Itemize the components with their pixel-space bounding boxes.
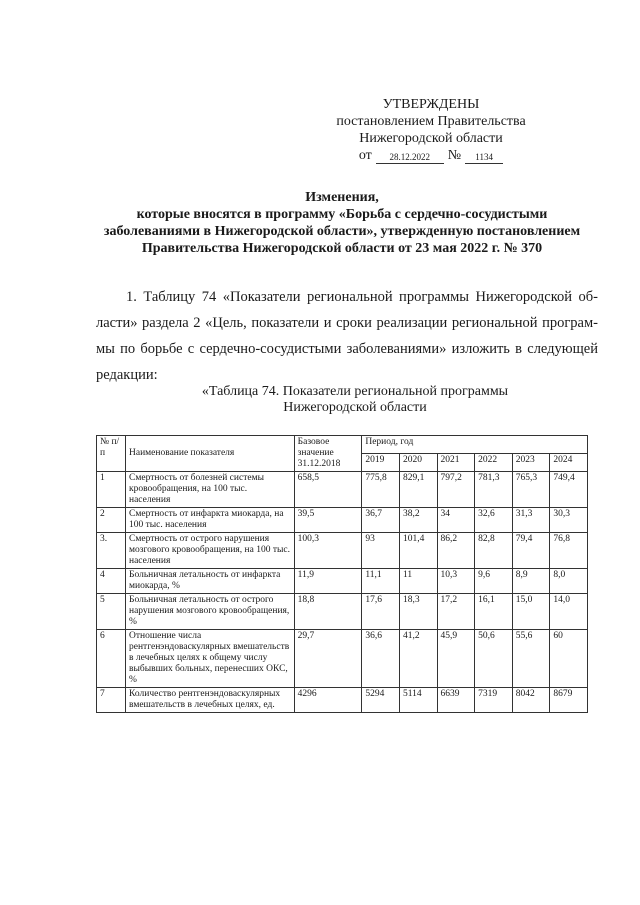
row-value: 829,1 xyxy=(399,472,437,508)
row-name: Смертность от инфаркта миокарда, на 100 тыс. населения xyxy=(126,508,295,533)
row-value: 8,0 xyxy=(550,569,588,594)
row-value: 5294 xyxy=(362,688,400,713)
header-base: Базовое значение 31.12.2018 xyxy=(294,436,362,472)
table-caption xyxy=(190,384,520,416)
table-row xyxy=(97,533,588,569)
row-name: Смертность от острого нарушения мозгового кровообращения, на 100 тыс. населения xyxy=(126,533,295,569)
row-value: 82,8 xyxy=(475,533,513,569)
row-value: 14,0 xyxy=(550,594,588,630)
header-year: 2022 xyxy=(475,454,513,472)
table-row xyxy=(97,688,588,713)
table-row xyxy=(97,569,588,594)
row-value: 50,6 xyxy=(475,630,513,688)
approval-block xyxy=(326,96,536,164)
row-value: 797,2 xyxy=(437,472,475,508)
row-num: 3. xyxy=(97,533,126,569)
approval-date-row xyxy=(326,147,536,164)
row-value: 6639 xyxy=(437,688,475,713)
row-value: 36,7 xyxy=(362,508,400,533)
approval-line-2: постановлением Правительства xyxy=(336,114,526,129)
date-prefix: от xyxy=(358,148,372,163)
row-value: 32,6 xyxy=(475,508,513,533)
row-value: 93 xyxy=(362,533,400,569)
row-value: 8,9 xyxy=(512,569,550,594)
row-value: 7319 xyxy=(475,688,513,713)
row-value: 17,2 xyxy=(437,594,475,630)
row-value: 79,4 xyxy=(512,533,550,569)
row-base: 39,5 xyxy=(294,508,362,533)
row-value: 76,8 xyxy=(550,533,588,569)
row-num: 6 xyxy=(97,630,126,688)
heading-line-3: заболеваниями в Нижегородской области», утвержденную постановлением xyxy=(103,224,581,239)
document-heading xyxy=(86,189,598,257)
table-header-row xyxy=(97,436,588,454)
heading-line-2: которые вносятся в программу «Борьба с сердечно-сосудистыми xyxy=(136,207,548,222)
row-base: 658,5 xyxy=(294,472,362,508)
row-value: 11 xyxy=(399,569,437,594)
row-value: 34 xyxy=(437,508,475,533)
row-value: 41,2 xyxy=(399,630,437,688)
row-base: 29,7 xyxy=(294,630,362,688)
header-num: № п/п xyxy=(97,436,126,472)
row-value: 8679 xyxy=(550,688,588,713)
row-name: Количество рентгенэндоваскулярных вмешательств в лечебных целях, ед. xyxy=(126,688,295,713)
row-base: 4296 xyxy=(294,688,362,713)
row-name: Отношение числа рентгенэндоваскулярных вмешательств в лечебных целях к общему числу выбывших больных, перенесших ОКС, % xyxy=(126,630,295,688)
row-value: 749,4 xyxy=(550,472,588,508)
row-num: 7 xyxy=(97,688,126,713)
header-name: Наименование показателя xyxy=(126,436,295,472)
paragraph-line-4: редакции: xyxy=(96,367,158,383)
approval-date: 28.12.2022 xyxy=(376,152,444,164)
header-period: Период, год xyxy=(362,436,588,454)
approval-line-3: Нижегородской области xyxy=(359,131,503,146)
row-value: 18,3 xyxy=(399,594,437,630)
row-value: 101,4 xyxy=(399,533,437,569)
row-value: 781,3 xyxy=(475,472,513,508)
table-caption-line-1: «Таблица 74. Показатели региональной программы xyxy=(201,384,509,399)
paragraph-line-2: ласти» раздела 2 «Цель, показатели и сроки реализации региональной програм- xyxy=(96,315,598,331)
header-year: 2019 xyxy=(362,454,400,472)
row-value: 5114 xyxy=(399,688,437,713)
row-base: 11,9 xyxy=(294,569,362,594)
header-year: 2020 xyxy=(399,454,437,472)
paragraph-line-1: 1. Таблицу 74 «Показатели региональной программы Нижегородской об- xyxy=(126,289,598,305)
row-value: 765,3 xyxy=(512,472,550,508)
row-value: 55,6 xyxy=(512,630,550,688)
row-name: Больничная летальность от инфаркта миокарда, % xyxy=(126,569,295,594)
table-row xyxy=(97,472,588,508)
row-name: Смертность от болезней системы кровообращения, на 100 тыс. населения xyxy=(126,472,295,508)
body-paragraph xyxy=(96,284,598,388)
row-value: 38,2 xyxy=(399,508,437,533)
header-year: 2021 xyxy=(437,454,475,472)
row-value: 15,0 xyxy=(512,594,550,630)
paragraph-line-3: мы по борьбе с сердечно-сосудистыми заболеваниями» изложить в следующей xyxy=(96,341,598,357)
row-value: 86,2 xyxy=(437,533,475,569)
number-sign: № xyxy=(447,148,462,163)
table-row xyxy=(97,630,588,688)
row-value: 9,6 xyxy=(475,569,513,594)
row-value: 17,6 xyxy=(362,594,400,630)
heading-line-4: Правительства Нижегородской области от 23 мая 2022 г. № 370 xyxy=(141,241,543,256)
table-row xyxy=(97,508,588,533)
row-base: 18,8 xyxy=(294,594,362,630)
row-num: 1 xyxy=(97,472,126,508)
table-row xyxy=(97,594,588,630)
header-year: 2024 xyxy=(550,454,588,472)
row-base: 100,3 xyxy=(294,533,362,569)
row-value: 36,6 xyxy=(362,630,400,688)
row-value: 8042 xyxy=(512,688,550,713)
row-value: 30,3 xyxy=(550,508,588,533)
row-value: 60 xyxy=(550,630,588,688)
row-value: 10,3 xyxy=(437,569,475,594)
indicators-table xyxy=(96,435,588,713)
row-num: 4 xyxy=(97,569,126,594)
row-value: 16,1 xyxy=(475,594,513,630)
header-year: 2023 xyxy=(512,454,550,472)
approval-title: УТВЕРЖДЕНЫ xyxy=(382,97,480,112)
approval-number: 1134 xyxy=(465,152,503,164)
heading-line-1: Изменения, xyxy=(305,190,379,205)
row-value: 31,3 xyxy=(512,508,550,533)
row-value: 11,1 xyxy=(362,569,400,594)
row-num: 5 xyxy=(97,594,126,630)
row-value: 45,9 xyxy=(437,630,475,688)
row-num: 2 xyxy=(97,508,126,533)
table-caption-line-2: Нижегородской области xyxy=(283,400,427,415)
row-value: 775,8 xyxy=(362,472,400,508)
row-name: Больничная летальность от острого нарушения мозгового кровообращения, % xyxy=(126,594,295,630)
